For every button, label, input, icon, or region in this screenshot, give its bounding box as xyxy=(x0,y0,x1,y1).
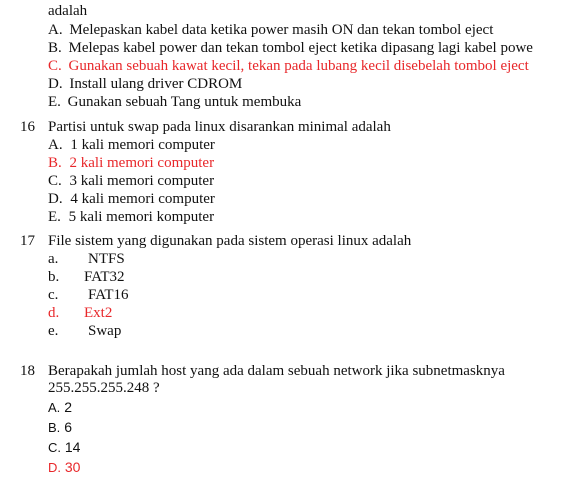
option-text: FAT32 xyxy=(84,269,125,285)
option-text: 30 xyxy=(64,459,81,475)
option-text: 6 xyxy=(64,419,72,435)
q18-question-line2: 255.255.255.248 ? xyxy=(48,380,160,396)
q17-option-c xyxy=(48,286,129,304)
option-text: 2 xyxy=(64,399,72,415)
q17-option-d-answer xyxy=(48,304,112,322)
option-letter: D. xyxy=(48,191,63,207)
option-text: Install ulang driver CDROM xyxy=(69,76,243,92)
option-letter: D. xyxy=(48,76,63,92)
option-letter: C. xyxy=(48,440,61,455)
option-text: FAT16 xyxy=(88,287,129,303)
option-letter: D. xyxy=(48,460,61,475)
option-letter: c. xyxy=(48,287,59,303)
option-text: Ext2 xyxy=(84,305,113,321)
option-letter: b. xyxy=(48,269,60,285)
q18-question-line1: Berapakah jumlah host yang ada dalam sebuah network jika subnetmasknya xyxy=(48,363,505,379)
option-text: 3 kali memori computer xyxy=(69,173,215,189)
q16-option-b-answer xyxy=(48,154,214,172)
option-text: NTFS xyxy=(88,251,125,267)
q18-number: 18 xyxy=(20,363,35,379)
option-letter: A. xyxy=(48,22,63,38)
option-letter: B. xyxy=(48,420,61,435)
option-letter: a. xyxy=(48,251,59,267)
q18-option-d-answer xyxy=(48,458,80,477)
option-text: 5 kali memori komputer xyxy=(68,209,215,225)
q15-option-d xyxy=(48,75,242,93)
option-text: Melepas kabel power dan tekan tombol eject ketika dipasang lagi kabel powe xyxy=(68,40,533,56)
q17-option-a xyxy=(48,250,125,268)
option-letter: B. xyxy=(48,155,62,171)
q16-option-c xyxy=(48,172,214,190)
option-letter: C. xyxy=(48,58,62,74)
q17-question: File sistem yang digunakan pada sistem operasi linux adalah xyxy=(48,233,412,249)
q16-question: Partisi untuk swap pada linux disarankan minimal adalah xyxy=(48,119,391,135)
option-letter: C. xyxy=(48,173,62,189)
q15-option-e xyxy=(48,93,301,111)
q16-number: 16 xyxy=(20,119,35,135)
q16-option-a xyxy=(48,136,215,154)
q15-option-a xyxy=(48,21,493,39)
option-text: 1 kali memori computer xyxy=(70,137,215,153)
option-text: 4 kali memori computer xyxy=(70,191,215,207)
q16-option-e xyxy=(48,208,214,226)
option-letter: d. xyxy=(48,305,60,321)
q18-option-b xyxy=(48,418,72,437)
q18-option-c xyxy=(48,438,80,457)
q17-option-b xyxy=(48,268,125,286)
q17-number: 17 xyxy=(20,233,35,249)
option-letter: B. xyxy=(48,40,62,56)
q18-option-a xyxy=(48,398,72,417)
option-letter: e. xyxy=(48,323,59,339)
q16-option-d xyxy=(48,190,215,208)
q15-option-b xyxy=(48,39,533,57)
option-text: 14 xyxy=(64,439,81,455)
q15-question-tail: adalah xyxy=(48,3,88,19)
option-text: Gunakan sebuah Tang untuk membuka xyxy=(67,94,302,110)
q17-option-e xyxy=(48,322,121,340)
option-letter: A. xyxy=(48,137,63,153)
q15-option-c-answer xyxy=(48,57,529,75)
option-text: Gunakan sebuah kawat kecil, tekan pada lubang kecil disebelah tombol eject xyxy=(68,58,529,74)
option-text: Melepaskan kabel data ketika power masih ON dan tekan tombol eject xyxy=(69,22,494,38)
option-letter: A. xyxy=(48,400,61,415)
option-letter: E. xyxy=(48,209,61,225)
option-text: 2 kali memori computer xyxy=(69,155,215,171)
option-text: Swap xyxy=(88,323,122,339)
option-letter: E. xyxy=(48,94,61,110)
